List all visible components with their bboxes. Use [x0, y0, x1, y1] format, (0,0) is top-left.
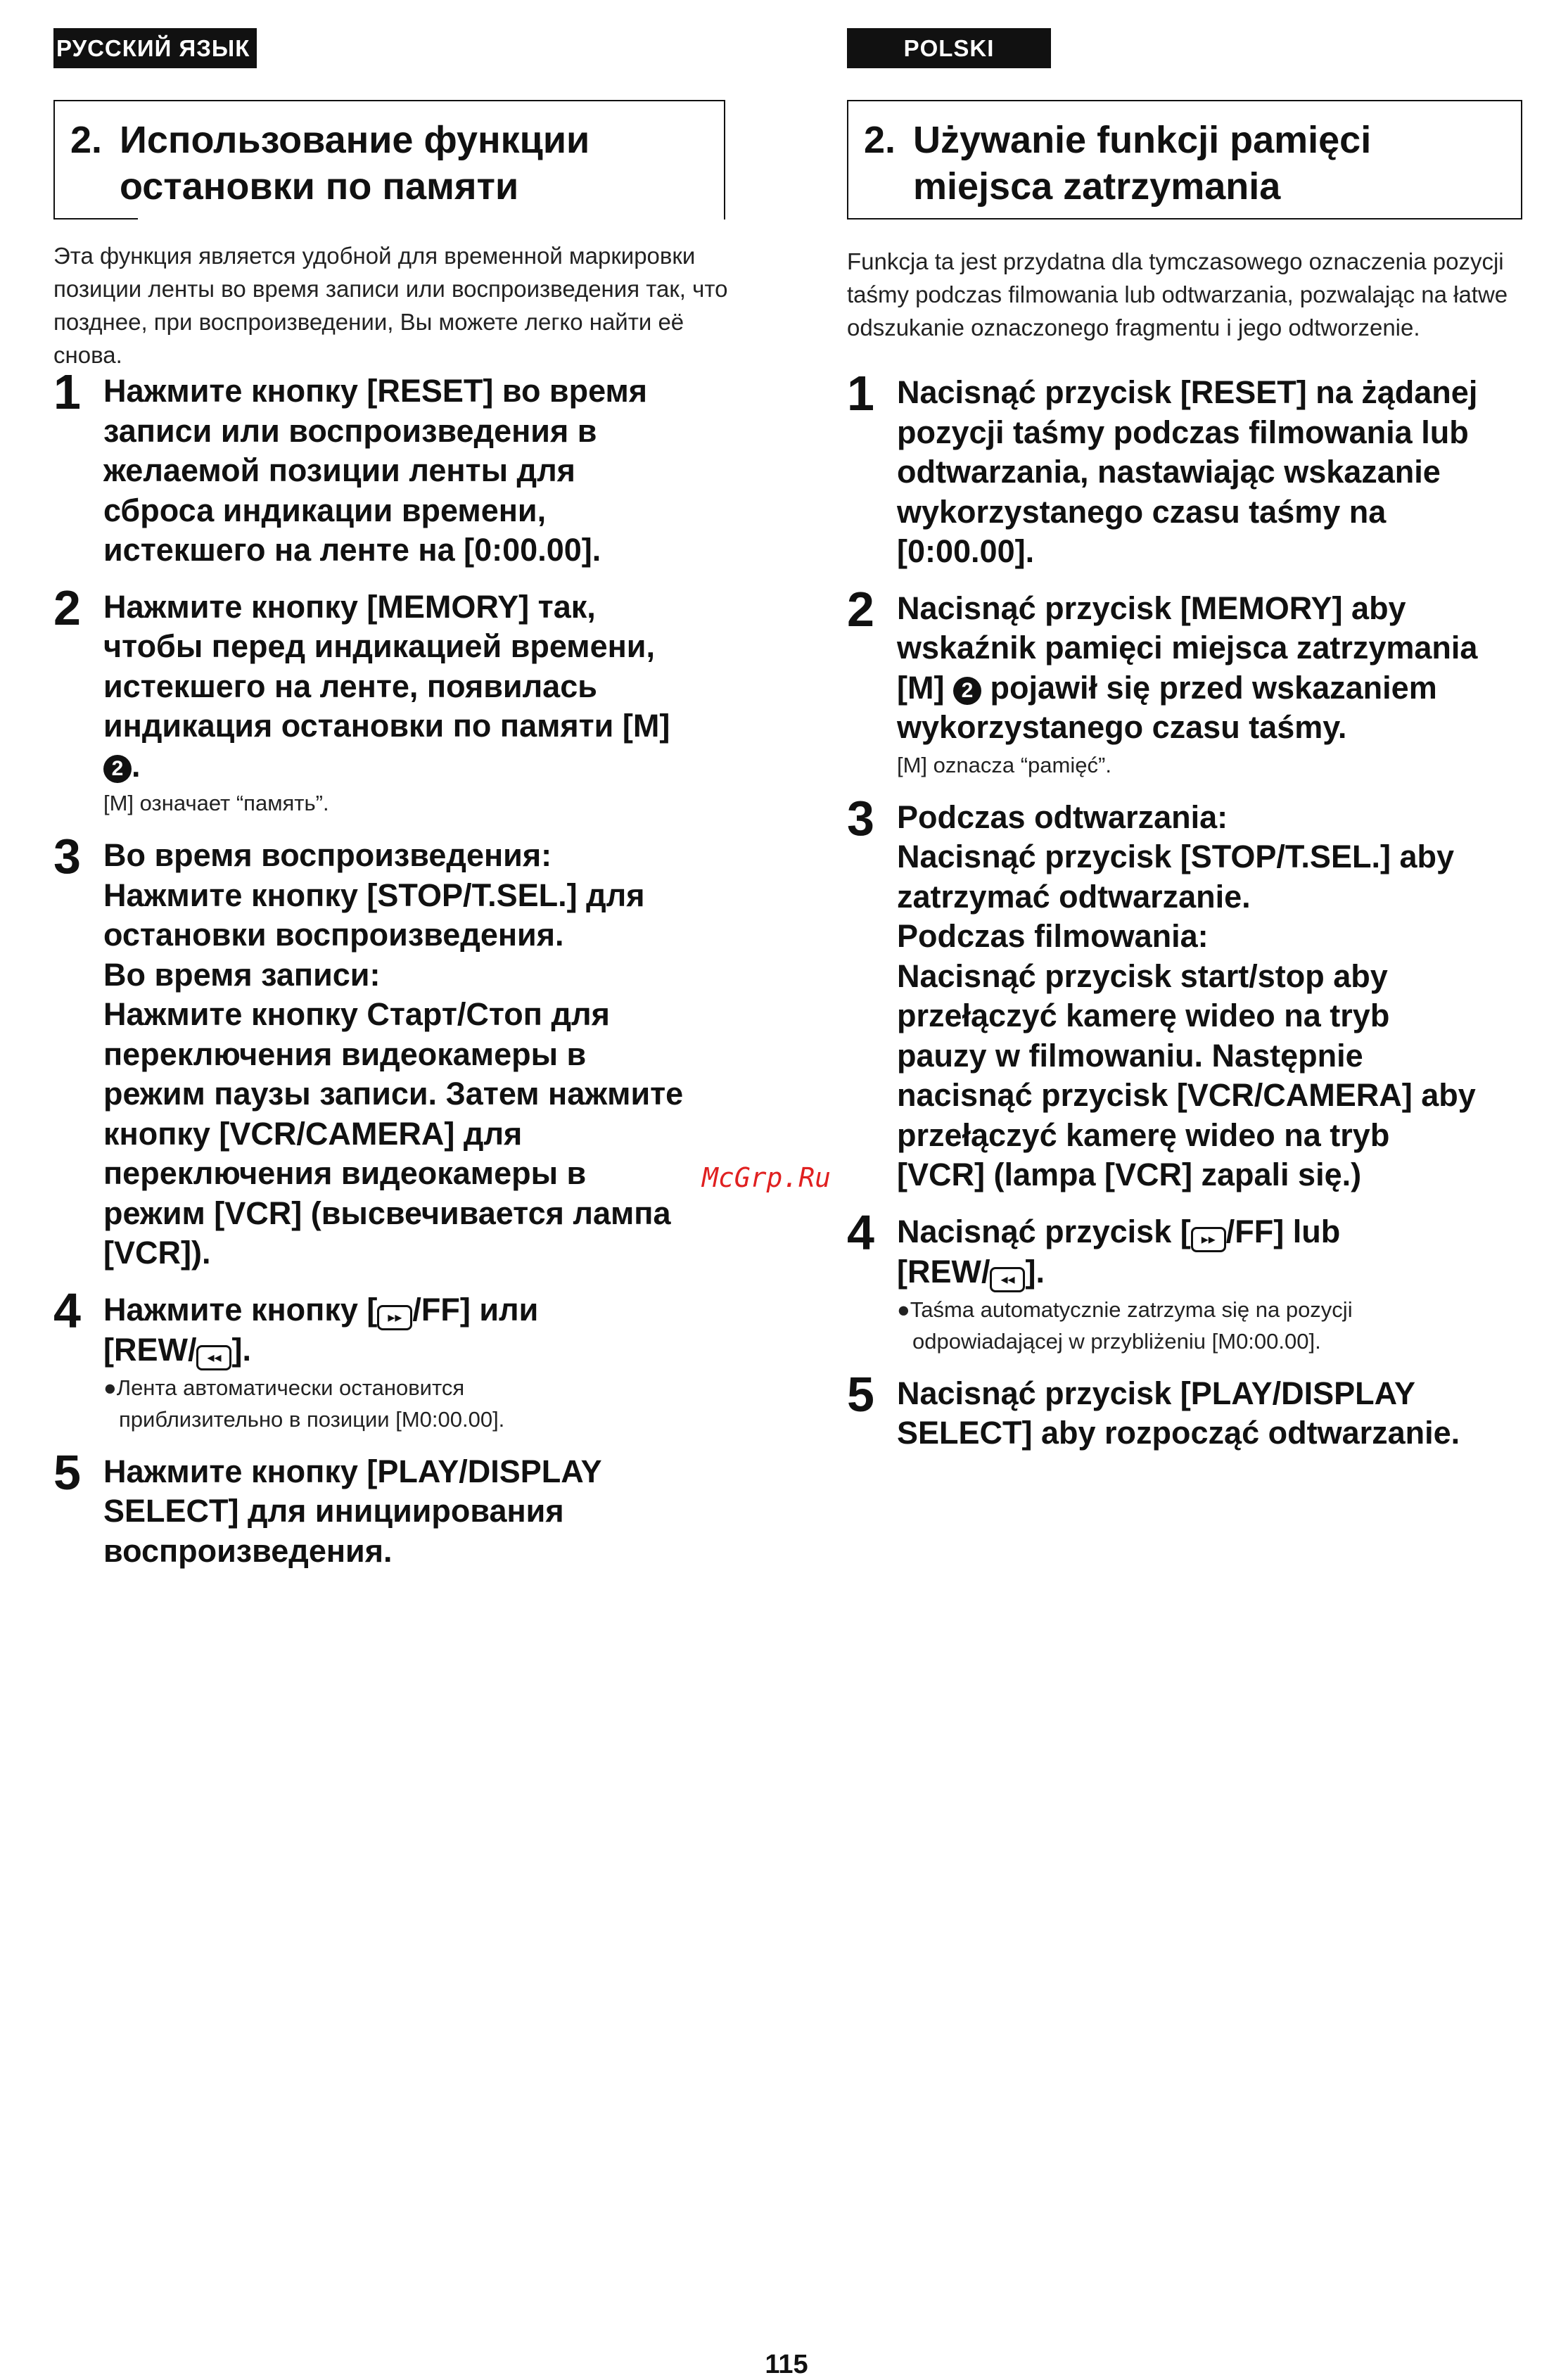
step-4: [53, 1283, 743, 1435]
step-note: [M] oznacza “pamięć”.: [897, 752, 1111, 777]
steps-list: [53, 364, 743, 1588]
step-text-part: ].: [231, 1331, 251, 1368]
section-title-text: Использование функции остановки по памяти: [120, 119, 590, 208]
language-tab-russian: РУССКИЙ ЯЗЫК: [53, 28, 257, 68]
step-text: Nacisnąć przycisk [PLAY/DISPLAY SELECT] aby rozpocząć odtwarzanie.: [897, 1375, 1460, 1451]
title-box-underline: [53, 218, 138, 219]
step-number: 4: [847, 1204, 874, 1260]
intro-paragraph: Funkcja ta jest przydatna dla tymczasowego oznaczenia pozycji taśmy podczas filmowania lub odtwarzania, pozwalając na łatwe odszukanie oznaczonego fragmentu i jego odtworzenie.: [847, 248, 1508, 341]
step-text-part: /FF] lub [REW/: [897, 1213, 1341, 1290]
steps-list: [847, 366, 1536, 1470]
callout-2-icon: 2: [103, 755, 132, 783]
step-number: 4: [53, 1283, 81, 1338]
step-4: [847, 1204, 1536, 1357]
section-title-box: [847, 100, 1522, 219]
watermark: McGrp.Ru: [702, 1162, 831, 1193]
step-text-part: /FF] или [REW/: [103, 1291, 539, 1368]
step-1: [847, 366, 1536, 572]
step-number: 3: [847, 790, 874, 846]
page-number: 115: [765, 2350, 808, 2379]
step-note: ●Лента автоматически остановится приблизительно в позиции [M0:00.00].: [103, 1375, 505, 1432]
step-text-part: Нажмите кнопку [MEMORY] так, чтобы перед индикацией времени, истекшего на ленте, появилась индикация остановки по памяти [M]: [103, 588, 670, 744]
step-number: 1: [847, 366, 874, 421]
step-5: [847, 1366, 1536, 1453]
step-number: 2: [53, 580, 81, 635]
rewind-icon: ◂◂: [990, 1267, 1025, 1292]
step-number: 2: [847, 581, 874, 637]
step-text: Нажмите кнопку [RESET] во время записи или воспроизведения в желаемой позиции ленты для сброса индикации времени, истекшего на ленте на [0:00.00].: [103, 373, 648, 568]
step-number: 1: [53, 364, 81, 419]
intro-paragraph: Эта функция является удобной для временной маркировки позиции ленты во время записи или воспроизведения так, что позднее, при воспроизведении, Вы можете легко найти её снова.: [53, 243, 728, 368]
step-number: 5: [847, 1366, 874, 1422]
step-text-part: Nacisnąć przycisk [MEMORY] aby wskaźnik pamięci miejsca zatrzymania [M]: [897, 590, 1478, 706]
section-title-text: Używanie funkcji pamięci miejsca zatrzymania: [913, 119, 1372, 208]
step-number: 3: [53, 829, 81, 884]
step-text: [897, 589, 1536, 748]
step-text-part: Nacisnąć przycisk [: [897, 1213, 1191, 1249]
step-text-part: Нажмите кнопку [: [103, 1291, 378, 1328]
step-note: ●Taśma automatycznie zatrzyma się na pozycji odpowiadającej w przybliżeniu [M0:00.00].: [897, 1297, 1353, 1354]
step-text-part: .: [132, 747, 141, 784]
step-2: [847, 581, 1536, 781]
step-text: [103, 1290, 743, 1370]
step-text: Podczas odtwarzania: Nacisnąć przycisk [STOP/T.SEL.] aby zatrzymać odtwarzanie. Podczas filmowania: Nacisnąć przycisk start/stop aby przełączyć kamerę wideo na tryb pauzy w filmowaniu. Następnie nacisnąć przycisk [VCR/CAMERA] aby przełączyć kamerę wideo na tryb [VCR] (lampa [VCR] zapali się.): [897, 798, 1476, 1192]
section-title-box: [53, 100, 725, 219]
fast-forward-icon: ▸▸: [377, 1305, 412, 1330]
step-text: Во время воспроизведения: Нажмите кнопку [STOP/T.SEL.] для остановки воспроизведения. Во время записи: Нажмите кнопку Старт/Стоп для переключения видеокамеры в режим паузы записи. Затем нажмите кнопку [VCR/CAMERA] для переключения видеокамеры в режим [VCR] (высвечивается лампа [VCR]).: [103, 837, 684, 1271]
step-2: [53, 580, 743, 820]
step-3: [53, 829, 743, 1273]
section-number: 2.: [70, 119, 103, 161]
step-1: [53, 364, 743, 571]
step-text: [897, 1212, 1536, 1292]
rewind-icon: ◂◂: [196, 1345, 231, 1370]
language-tab-polish: POLSKI: [847, 28, 1051, 68]
step-text: Nacisnąć przycisk [RESET] na żądanej pozycji taśmy podczas filmowania lub odtwarzania, nastawiając wskazanie wykorzystanego czasu taśmy na [0:00.00].: [897, 374, 1478, 569]
step-5: [53, 1444, 743, 1572]
section-title: [864, 117, 1371, 210]
step-note: [M] означает “память”.: [103, 791, 329, 815]
section-title: [70, 117, 590, 210]
step-text-part: ].: [1025, 1253, 1045, 1290]
section-number: 2.: [864, 119, 896, 161]
step-3: [847, 790, 1536, 1195]
fast-forward-icon: ▸▸: [1191, 1227, 1226, 1252]
step-text-part: pojawił się przed wskazaniem wykorzystanego czasu taśmy.: [897, 669, 1437, 745]
step-number: 5: [53, 1444, 81, 1500]
step-text: [103, 587, 743, 787]
step-text: Нажмите кнопку [PLAY/DISPLAY SELECT] для инициирования воспроизведения.: [103, 1453, 602, 1569]
callout-2-icon: 2: [953, 677, 981, 705]
